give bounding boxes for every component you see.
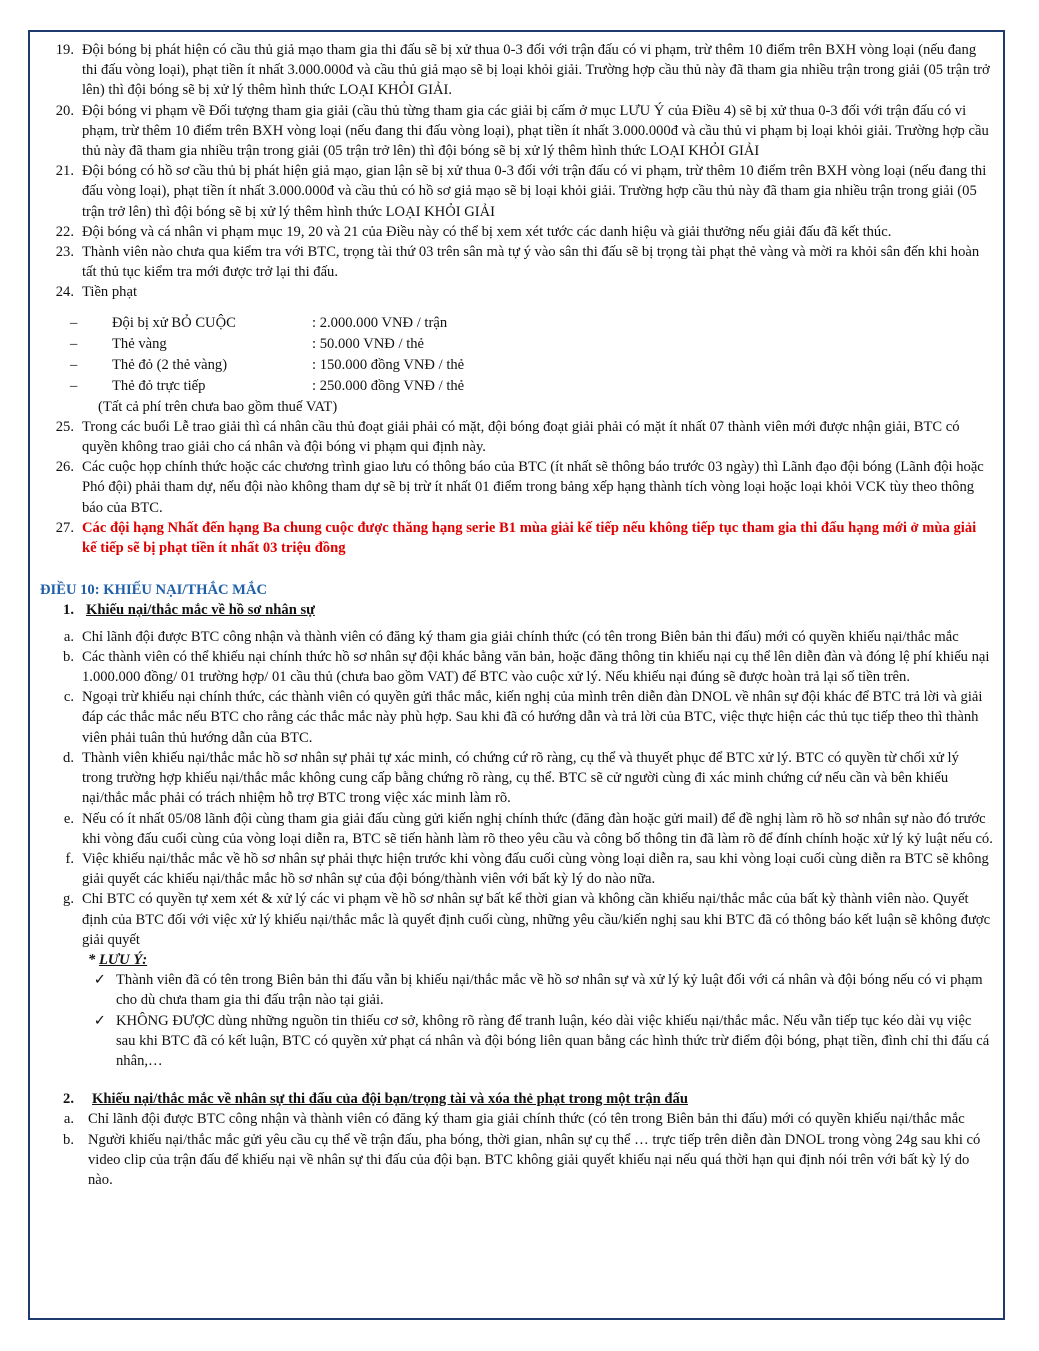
rule-item-22 — [40, 222, 993, 242]
rule-item-24 — [40, 282, 993, 302]
rule-item-23 — [40, 242, 993, 282]
fee-value: : 150.000 đồng VNĐ / thẻ — [312, 356, 465, 373]
point-text: Chỉ lãnh đội được BTC công nhận và thành viên có đăng ký tham gia giải chính thức (có tên trong Biên bản thi đấu) mới có quyền khiếu nại/thắc mắc — [82, 628, 959, 645]
rule-item-27 — [40, 518, 993, 558]
section-2-point-b — [40, 1130, 993, 1191]
point-text: Nếu có ít nhất 05/08 lãnh đội cùng tham gia giải đấu cùng gửi kiến nghị chính thức (đăng đàn hoặc gửi mail) để đề nghị làm rõ hồ sơ nhân sự nào đó trước khi vòng đấu cuối cùng của vòng loại diễn ra, BTC sẽ tiến hành làm rõ theo yêu cầu và công bố thông tin đã làm rõ để đính chính hoặc xử lý kỷ luật nếu có. — [82, 810, 993, 847]
section-number: 2. — [63, 1091, 74, 1108]
rule-text: Các cuộc họp chính thức hoặc các chương trình giao lưu có thông báo của BTC (ít nhất sẽ thông báo trước 03 ngày) thì Lãnh đạo đội bóng (Lãnh đội hoặc Phó đội) phải tham dự, nếu đội nào không tham dự sẽ bị trừ ít nhất 01 điểm trong bảng xếp hạng thành tích vòng loại hoặc loại khỏi VCK tùy theo thông báo của BTC. — [82, 459, 984, 516]
fee-dash: – — [70, 314, 78, 331]
point-text: Thành viên khiếu nại/thắc mắc hồ sơ nhân sự phải tự xác minh, có chứng cứ rõ ràng, cụ thể và thuyết phục để BTC xử lý. BTC có quyền từ chối xử lý trong trường hợp khiếu nại/thắc mắc không cung cấp bằng chứng rõ ràng, cụ thể. BTC sẽ cử người cùng đi xác minh chứng cứ nếu cần và bên khiếu nại/thắc mắc phải có trách nhiệm hỗ trợ BTC trong việc xác minh làm rõ. — [82, 749, 959, 807]
fee-name: Thẻ vàng — [112, 335, 167, 352]
section-2-point-a — [40, 1109, 993, 1129]
rule-item-20 — [40, 101, 993, 162]
point-letter: a. — [63, 1111, 74, 1128]
rule-text: Thành viên nào chưa qua kiểm tra với BTC, trọng tài thứ 03 trên sân mà tự ý vào sân thi đấu sẽ bị trọng tài phạt thẻ vàng và mời ra khỏi sân đến khi hoàn tất thủ tục kiểm tra mới được trở lại thi đấu. — [82, 244, 980, 281]
rule-item-21 — [40, 161, 993, 222]
rule-text-highlight: Các đội hạng Nhất đến hạng Ba chung cuộc được thăng hạng serie B1 mùa giải kế tiếp nếu không tiếp tục tham gia thi đấu hạng mới ở mùa giải kế tiếp sẽ bị phạt tiền ít nhất 03 triệu đồng — [82, 519, 977, 557]
section-1-point-g — [40, 889, 993, 950]
rule-number: 19. — [55, 42, 74, 58]
rule-item-26 — [40, 457, 993, 518]
section-1-point-e — [40, 809, 993, 849]
fee-value: : 250.000 đồng VNĐ / thẻ — [312, 377, 465, 394]
fee-value: : 2.000.000 VNĐ / trận — [312, 314, 448, 331]
note-item — [40, 970, 993, 1010]
fee-row — [40, 355, 993, 376]
section-number: 1. — [63, 602, 74, 619]
fee-dash: – — [70, 335, 78, 352]
rule-text: Đội bóng có hồ sơ cầu thủ bị phát hiện giả mạo, gian lận sẽ bị xử thua 0-3 đối với trận đấu có vi phạm, trừ thêm 10 điểm trên BXH vòng loại (nếu đang thi đấu vòng loại), phạt tiền ít nhất 3.000.000đ và cầu thủ có hồ sơ giả mạo sẽ bị loại khỏi giải. Trường hợp cầu thủ này đã tham gia nhiều trận trong giải (05 trận trở lên) thì đội bóng sẽ bị xử lý thêm hình thức LOẠI KHỎI GIẢI — [82, 163, 987, 220]
note-text: KHÔNG ĐƯỢC dùng những nguồn tin thiếu cơ sở, không rõ ràng để tranh luận, kéo dài việc khiếu nại/thắc mắc. Nếu vẫn tiếp tục kéo dài vụ việc sau khi BTC đã có kết luận, BTC có quyền xử phạt cá nhân và đội bóng liên quan bằng các hình thức trừ điểm đội bóng, phạt tiền, đình chỉ thi đấu cá nhân,… — [116, 1012, 990, 1069]
fee-vat-note: (Tất cả phí trên chưa bao gồm thuế VAT) — [98, 398, 338, 415]
point-letter: a. — [63, 628, 74, 645]
rule-number: 22. — [55, 223, 74, 240]
note-text: Thành viên đã có tên trong Biên bản thi đấu vẫn bị khiếu nại/thắc mắc về hồ sơ nhân sự và xử lý kỷ luật đối với cá nhân và đội bóng nếu có vi phạm cho dù chưa tham gia thi đấu trận nào tại giải. — [116, 972, 983, 1009]
point-text: Chỉ lãnh đội được BTC công nhận và thành viên có đăng ký tham gia giải chính thức (có tên trong Biên bản thi đấu) mới có quyền khiếu nại/thắc mắc — [88, 1111, 965, 1128]
rule-text: Đội bóng và cá nhân vi phạm mục 19, 20 và 21 của Điều này có thể bị xem xét tước các danh hiệu và giải thưởng nếu giải đấu đã kết thúc. — [82, 223, 892, 240]
point-text: Chỉ BTC có quyền tự xem xét & xử lý các vi phạm về hồ sơ nhân sự bất kể thời gian và không cần khiếu nại/thắc mắc của bất kỳ thành viên nào. Quyết định của BTC đối với việc xử lý khiếu nại/thắc mắc là quyết định cuối cùng, những yêu cầu/kiến nghị sau khi BTC đã có thông báo kết luận sẽ không được giải quyết — [82, 891, 991, 948]
point-letter: g. — [63, 891, 74, 908]
point-letter: b. — [63, 648, 74, 665]
fee-dash: – — [70, 377, 78, 394]
section-1-point-b — [40, 647, 993, 687]
fee-row — [40, 376, 993, 397]
section-1-point-d — [40, 748, 993, 809]
point-text: Các thành viên có thể khiếu nại chính thức hồ sơ nhân sự đội khác bằng văn bản, hoặc đăng thông tin khiếu nại cụ thể lên diễn đàn và đóng lệ phí khiếu nại 1.000.000 đồng/ 01 trường hợp/ 01 cầu thủ (chưa bao gồm VAT) để BTC vào cuộc xử lý. Nếu khiếu nại đúng sẽ được hoàn trả lại số tiền trên. — [82, 648, 990, 686]
fee-row — [40, 313, 993, 334]
section-1-point-f — [40, 849, 993, 889]
section-1-title — [40, 600, 993, 620]
fee-list — [40, 313, 993, 417]
rule-number: 23. — [55, 244, 74, 261]
rule-text: Đội bóng vi phạm về Đối tượng tham gia giải (cầu thủ từng tham gia các giải bị cấm ở mục LƯU Ý của Điều 4) sẽ bị xử thua 0-3 đối với trận đấu có vi phạm, trừ thêm 10 điểm trên BXH vòng loại (nếu đang thi đấu vòng loại), phạt tiền ít nhất 3.000.000đ và cầu thủ vi phạm bị loại khỏi giải. Trường hợp cầu thủ này đã tham gia nhiều trận trong giải (05 trận trở lên) thì đội bóng sẽ bị xử lý thêm hình thức LOẠI KHỎI GIẢI — [82, 102, 989, 160]
section-1-point-c — [40, 687, 993, 748]
point-letter: c. — [63, 689, 74, 706]
rule-number: 21. — [55, 163, 74, 180]
fee-row — [40, 334, 993, 355]
point-text: Người khiếu nại/thắc mắc gửi yêu cầu cụ thể về trận đấu, pha bóng, thời gian, nhân sự cụ thể … trực tiếp trên diễn đàn DNOL trong vòng 24g sau khi có video clip của trận đấu để khiếu nại về nhân sự thi đấu của đội bạn. BTC không giải quyết khiếu nại nếu quá thời hạn qui định nói trên với bất kỳ lý do nào. — [88, 1131, 981, 1188]
note-item — [40, 1011, 993, 1072]
rule-number: 27. — [55, 519, 74, 536]
rule-item-19 — [40, 40, 993, 101]
fee-name: Thẻ đỏ trực tiếp — [112, 377, 206, 394]
section-title: Khiếu nại/thắc mắc về hồ sơ nhân sự — [86, 602, 315, 619]
fee-name: Thẻ đỏ (2 thẻ vàng) — [112, 356, 228, 373]
section-title: Khiếu nại/thắc mắc về nhân sự thi đấu của đội bạn/trọng tài và xóa thẻ phạt trong một trận đấu — [92, 1091, 688, 1108]
section-2-title — [40, 1089, 993, 1109]
rule-item-25 — [40, 417, 993, 457]
fee-dash: – — [70, 356, 78, 373]
note-label: LƯU Ý: — [98, 951, 148, 968]
check-icon: ✓ — [93, 1012, 106, 1029]
point-letter: b. — [63, 1131, 74, 1148]
point-text: Ngoại trừ khiếu nại chính thức, các thành viên có quyền gửi thắc mắc, kiến nghị của mình trên diễn đàn DNOL về nhân sự đội khác để BTC trả lời và giải đáp các thắc mắc nếu BTC cho rằng các thắc mắc này phù hợp. Sau khi đã có hướng dẫn và trả lời của BTC, việc thực hiện các thủ tục tiếp theo thì thành viên phải tuân thủ hướng dẫn của BTC. — [82, 689, 983, 746]
point-letter: e. — [63, 810, 74, 827]
article-10-heading: ĐIỀU 10: KHIẾU NẠI/THẮC MẮC — [40, 582, 268, 599]
fee-name: Đội bị xử BỎ CUỘC — [112, 314, 236, 331]
note-star: * — [88, 951, 99, 968]
document-content — [40, 40, 993, 1190]
rule-number: 24. — [55, 284, 74, 301]
check-icon: ✓ — [93, 972, 106, 989]
rule-number: 25. — [55, 418, 74, 435]
fee-value: : 50.000 VNĐ / thẻ — [312, 335, 425, 352]
section-1-point-a — [40, 627, 993, 647]
rule-number: 20. — [55, 102, 74, 119]
rule-text: Trong các buổi Lễ trao giải thì cá nhân cầu thủ đoạt giải phải có mặt, đội bóng đoạt giải phải có mặt ít nhất 07 thành viên mới được nhận giải, BTC có quyền không trao giải cho cá nhân và đội bóng vi phạm qui định này. — [82, 418, 960, 456]
point-text: Việc khiếu nại/thắc mắc về hồ sơ nhân sự phải thực hiện trước khi vòng đấu cuối cùng vòng loại diễn ra, sau khi vòng loại cuối cùng diễn ra BTC sẽ không giải quyết các khiếu nại/thắc mắc hồ sơ nhân sự của đội bóng/thành viên với bất kỳ lý do nào nữa. — [82, 850, 989, 888]
point-letter: d. — [63, 749, 74, 766]
document-page — [28, 30, 1005, 1320]
rule-number: 26. — [55, 459, 74, 476]
rule-text: Tiền phạt — [82, 284, 138, 301]
note-heading — [40, 950, 993, 970]
rule-text: Đội bóng bị phát hiện có cầu thủ giả mạo tham gia thi đấu sẽ bị xử thua 0-3 đối với trận đấu có vi phạm, trừ thêm 10 điểm trên BXH vòng loại (nếu đang thi đấu vòng loại), phạt tiền ít nhất 3.000.000đ và cầu thủ giả mạo sẽ bị loại khỏi giải. Trường hợp cầu thủ này đã tham gia nhiều trận trong giải (05 trận trở lên) thì đội bóng sẽ bị xử lý thêm hình thức LOẠI KHỎI GIẢI. — [82, 42, 990, 99]
point-letter: f. — [65, 850, 74, 867]
